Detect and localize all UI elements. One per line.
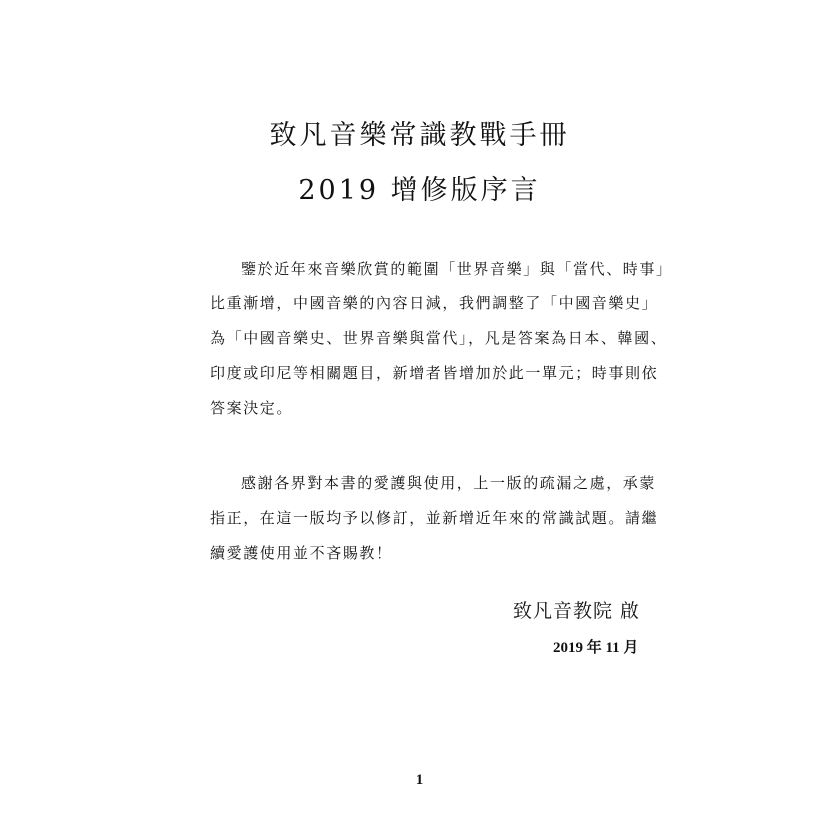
paragraph-2-line: 續愛護使用並不吝賜教！ (210, 544, 393, 562)
paragraph-1-line: 鑒於近年來音樂欣賞的範圍「世界音樂」與「當代、時事」 (241, 260, 673, 278)
paragraph-1-line: 比重漸增，中國音樂的內容日減，我們調整了「中國音樂史」 (210, 294, 659, 312)
date: 2019 年 11 月 (553, 640, 639, 656)
signature: 致凡音教院 啟 (513, 600, 641, 622)
page-number: 1 (415, 772, 424, 788)
paragraph-2-line: 指正，在這一版均予以修訂，並新增近年來的常識試題。請繼 (210, 509, 659, 527)
document-subtitle: 2019 增修版序言 (298, 175, 541, 206)
paragraph-1-line: 印度或印尼等相關題目，新增者皆增加於此一單元；時事則依 (210, 364, 659, 382)
document-title: 致凡音樂常識教戰手冊 (269, 120, 570, 151)
paragraph-2-line: 感謝各界對本書的愛護與使用，上一版的疏漏之處，承蒙 (241, 474, 657, 492)
paragraph-1-line: 為「中國音樂史、世界音樂與當代」，凡是答案為日本、韓國、 (210, 329, 668, 347)
paragraph-1-line: 答案決定。 (210, 399, 294, 417)
